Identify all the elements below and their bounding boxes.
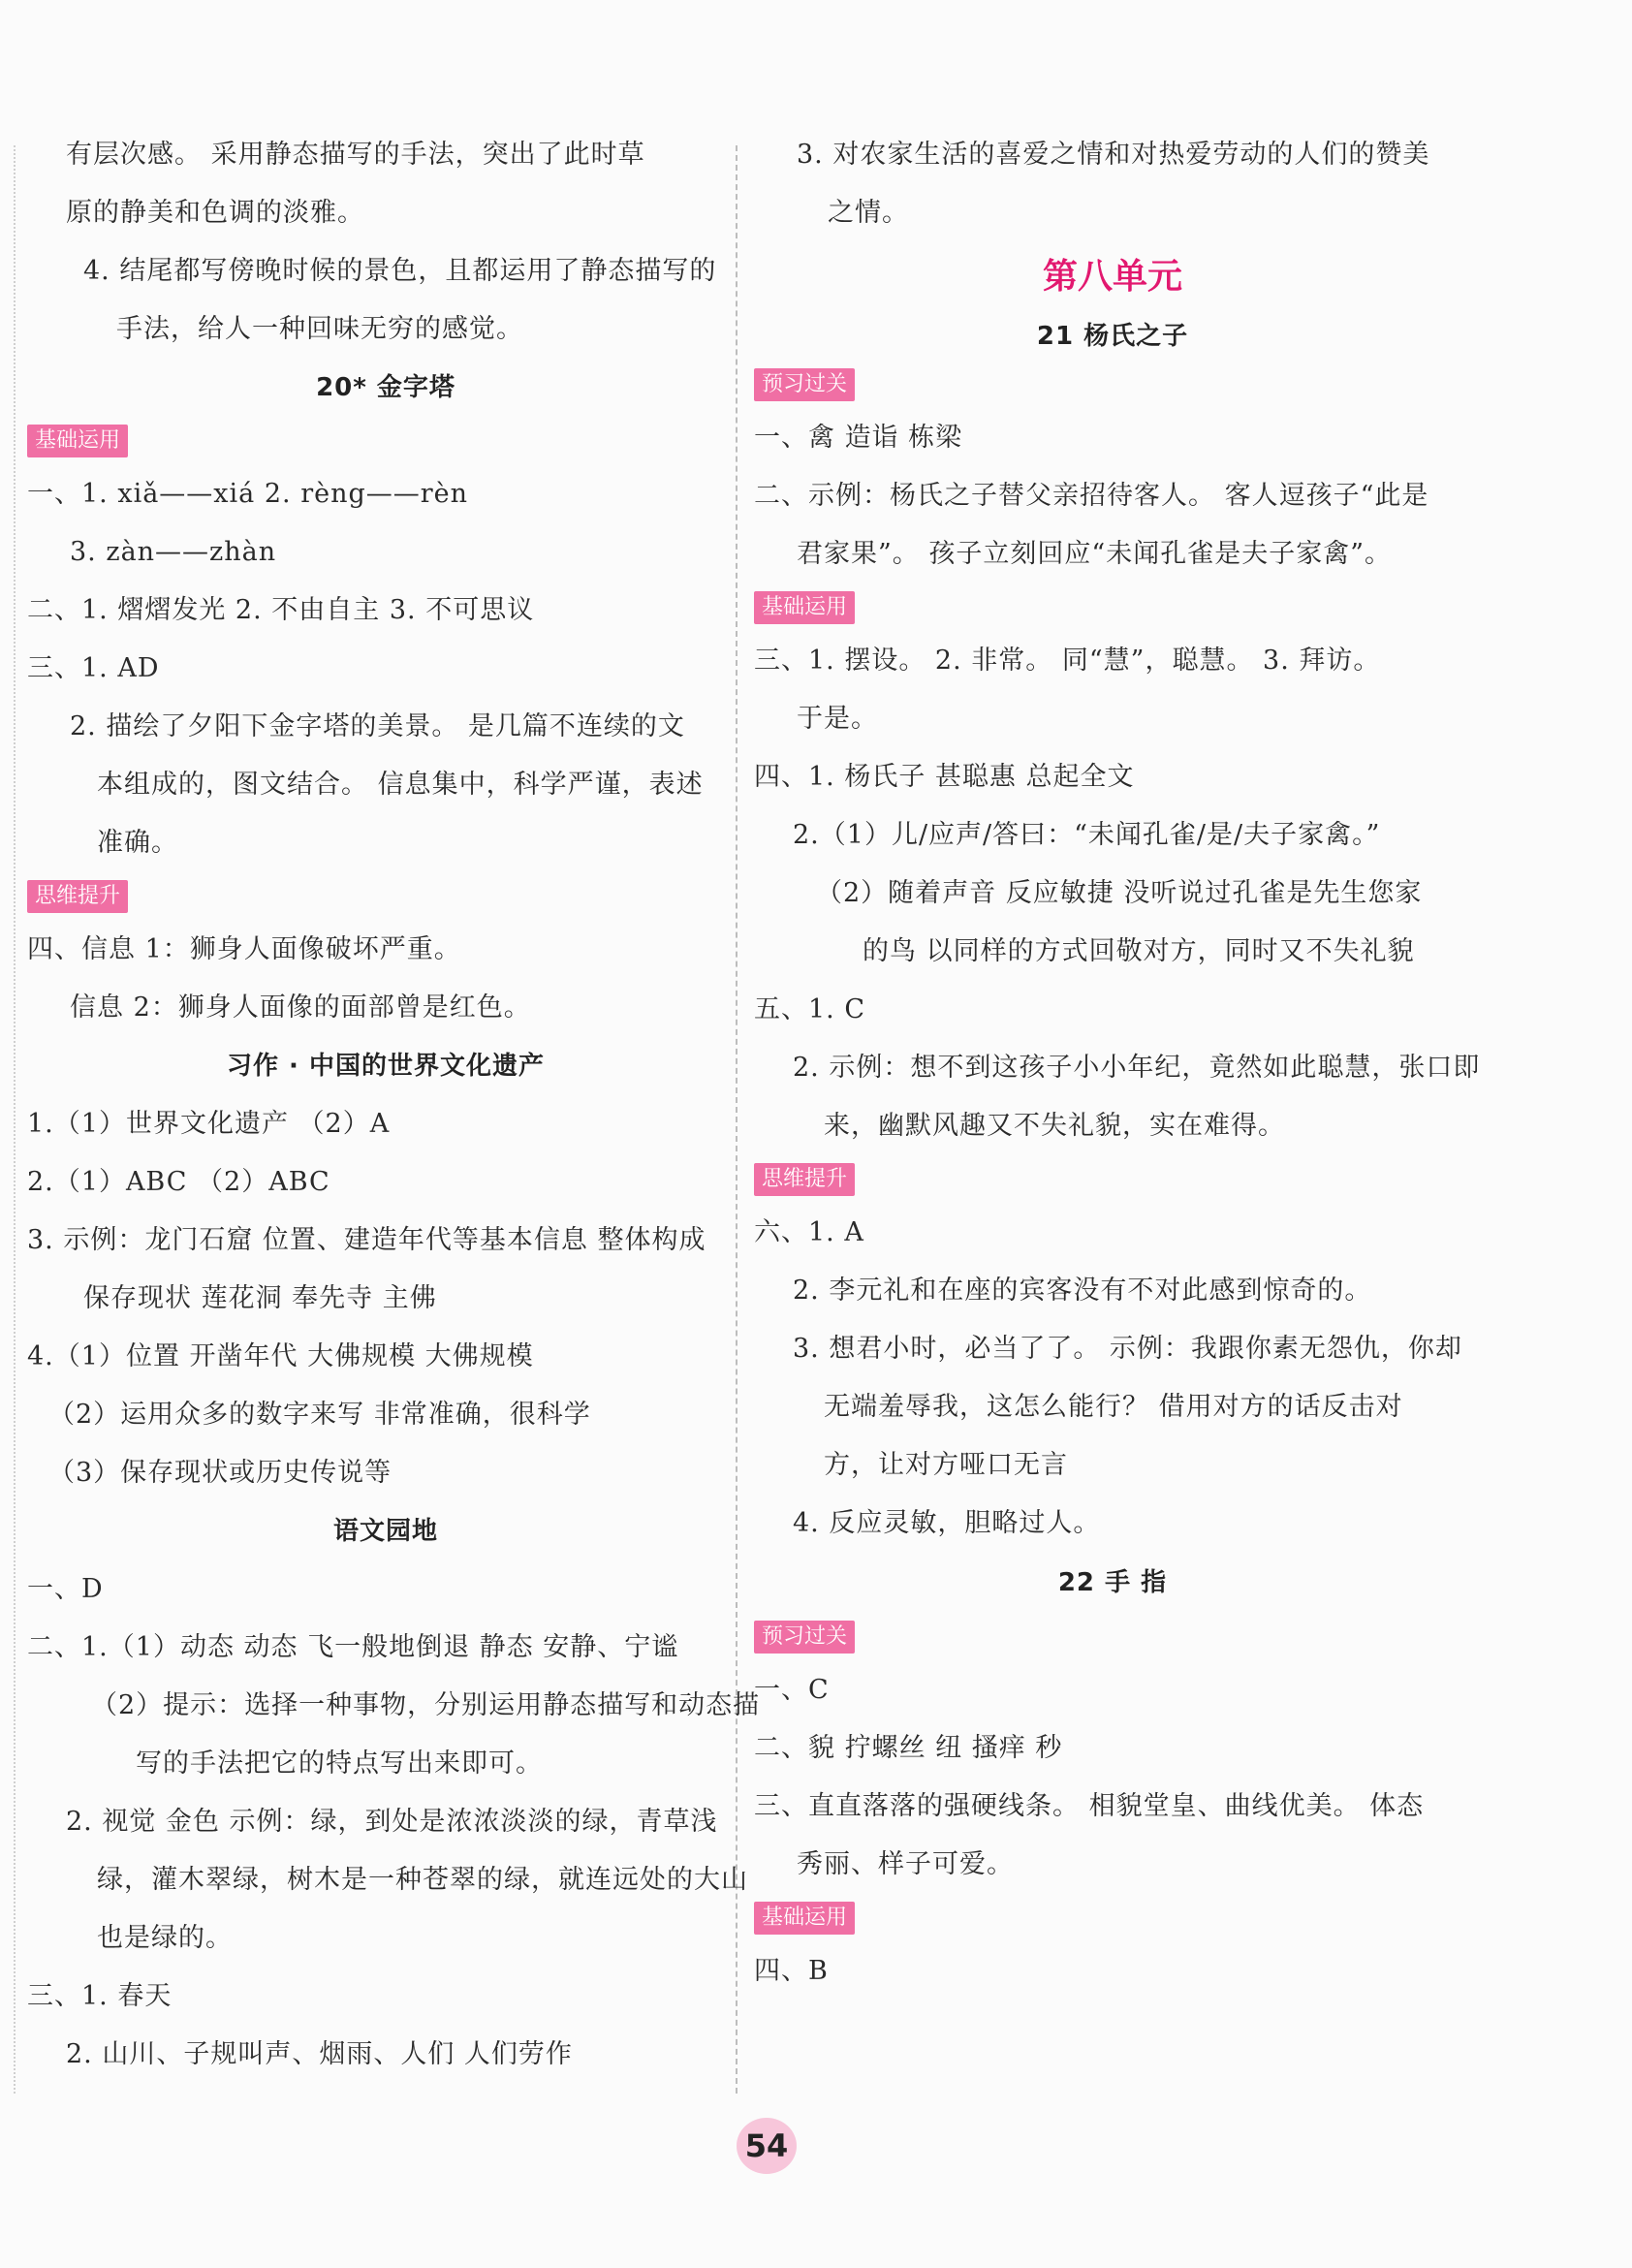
text-line: 1.（1）世界文化遗产 （2）A (27, 1109, 391, 1139)
text-line: 也是绿的。 (97, 1923, 233, 1953)
text-line: 三、1. 摆设。 2. 非常。 同“慧”，聪慧。 3. 拜访。 (754, 646, 1381, 676)
text-line: 一、禽 造诣 栋梁 (754, 423, 963, 453)
text-line: 保存现状 莲花洞 奉先寺 主佛 (83, 1283, 437, 1313)
text-line: 秀丽、样子可爱。 (797, 1849, 1014, 1879)
text-line: 3. 对农家生活的喜爱之情和对热爱劳动的人们的赞美 (797, 140, 1430, 170)
text-line: 一、C (754, 1675, 830, 1705)
text-line: 二、1. 熠熠发光 2. 不由自主 3. 不可思议 (27, 595, 535, 625)
text-line: （3）保存现状或历史传说等 (48, 1458, 392, 1488)
text-line: 之情。 (828, 198, 909, 228)
text-line: 三、1. AD (27, 653, 160, 683)
text-line: 于是。 (797, 704, 878, 734)
text-line: 信息 2：狮身人面像的面部曾是红色。 (70, 992, 531, 1023)
text-line: 2. 视觉 金色 示例：绿，到处是浓浓淡淡的绿，青草浅 (66, 1807, 718, 1837)
text-line: 方，让对方哑口无言 (824, 1450, 1068, 1480)
unit-title: 第八单元 (1042, 257, 1182, 297)
text-line: 二、1.（1）动态 动态 飞一般地倒退 静态 安静、宁谧 (27, 1632, 679, 1662)
text-line: 二、貌 拧螺丝 纽 搔痒 秒 (754, 1733, 1063, 1763)
text-line: 本组成的，图文结合。 信息集中，科学严谨，表述 (97, 770, 704, 800)
text-line: 一、D (27, 1574, 104, 1604)
section-tag: 基础运用 (754, 1902, 855, 1935)
text-line: 手法，给人一种回味无穷的感觉。 (116, 314, 523, 344)
section-tag: 预习过关 (754, 1621, 855, 1654)
text-line: 2. 李元礼和在座的宾客没有不对此感到惊奇的。 (793, 1276, 1372, 1306)
left-column (27, 126, 761, 2084)
text-line: 3. zàn——zhàn (70, 537, 277, 567)
section-title: 22 手 指 (1057, 1568, 1168, 1597)
right-column (754, 126, 1481, 2000)
text-line: 有层次感。 采用静态描写的手法，突出了此时草 (66, 140, 645, 170)
left-margin-rule (14, 145, 16, 2094)
text-line: 君家果”。 孩子立刻回应“未闻孔雀是夫子家禽”。 (797, 539, 1392, 569)
text-line: 2.（1）儿/应声/答曰：“未闻孔雀/是/夫子家禽。” (793, 820, 1381, 850)
section-tag: 基础运用 (754, 591, 855, 624)
section-title: 21 杨氏之子 (1036, 322, 1189, 351)
text-line: （2）运用众多的数字来写 非常准确，很科学 (48, 1400, 591, 1430)
section-title: 语文园地 (332, 1517, 438, 1546)
section-tag: 基础运用 (27, 425, 128, 457)
text-line: 四、信息 1：狮身人面像破坏严重。 (27, 934, 461, 964)
text-line: 写的手法把它的特点写出来即可。 (136, 1748, 543, 1779)
text-line: 四、1. 杨氏子 甚聪惠 总起全文 (754, 762, 1135, 792)
text-line: 三、1. 春天 (27, 1981, 173, 2011)
text-line: 4.（1）位置 开凿年代 大佛规模 大佛规模 (27, 1341, 534, 1371)
text-line: （2）随着声音 反应敏捷 没听说过孔雀是先生您家 (816, 878, 1423, 908)
text-line: 2. 描绘了夕阳下金字塔的美景。 是几篇不连续的文 (70, 711, 685, 741)
text-line: （2）提示：选择一种事物，分别运用静态描写和动态描 (91, 1690, 761, 1720)
text-line: 2. 示例：想不到这孩子小小年纪，竟然如此聪慧，张口即 (793, 1053, 1481, 1083)
section-title: 习作 · 中国的世界文化遗产 (227, 1052, 545, 1081)
text-line: 3. 示例：龙门石窟 位置、建造年代等基本信息 整体构成 (27, 1225, 706, 1255)
text-line: 四、B (754, 1956, 829, 1986)
section-tag: 思维提升 (754, 1163, 855, 1196)
text-line: 五、1. C (754, 994, 866, 1024)
text-line: 来，幽默风趣又不失礼貌，实在难得。 (824, 1111, 1285, 1141)
text-line: 2.（1）ABC （2）ABC (27, 1167, 330, 1197)
text-line: 绿，灌木翠绿，树木是一种苍翠的绿，就连远处的大山 (97, 1865, 748, 1895)
section-tag: 思维提升 (27, 880, 128, 913)
text-line: 4. 反应灵敏，胆略过人。 (793, 1508, 1101, 1538)
section-tag: 预习过关 (754, 368, 855, 401)
text-line: 3. 想君小时，必当了了。 示例：我跟你素无怨仇，你却 (793, 1334, 1462, 1364)
text-line: 原的静美和色调的淡雅。 (66, 198, 364, 228)
text-line: 无端羞辱我，这怎么能行？ 借用对方的话反击对 (824, 1392, 1403, 1422)
text-line: 2. 山川、子规叫声、烟雨、人们 人们劳作 (66, 2039, 573, 2069)
text-line: 的鸟 以同样的方式回敬对方，同时又不失礼貌 (863, 936, 1415, 966)
text-line: 三、直直落落的强硬线条。 相貌堂皇、曲线优美。 体态 (754, 1791, 1425, 1821)
page-number: 54 (737, 2118, 797, 2174)
text-line: 二、示例：杨氏之子替父亲招待客人。 客人逗孩子“此是 (754, 481, 1429, 511)
text-line: 六、1. A (754, 1217, 864, 1247)
text-line: 4. 结尾都写傍晚时候的景色，且都运用了静态描写的 (83, 256, 717, 286)
text-line: 准确。 (97, 828, 178, 858)
section-title: 20* 金字塔 (316, 373, 455, 402)
text-line: 一、1. xiǎ——xiá 2. rèng——rèn (27, 479, 469, 509)
